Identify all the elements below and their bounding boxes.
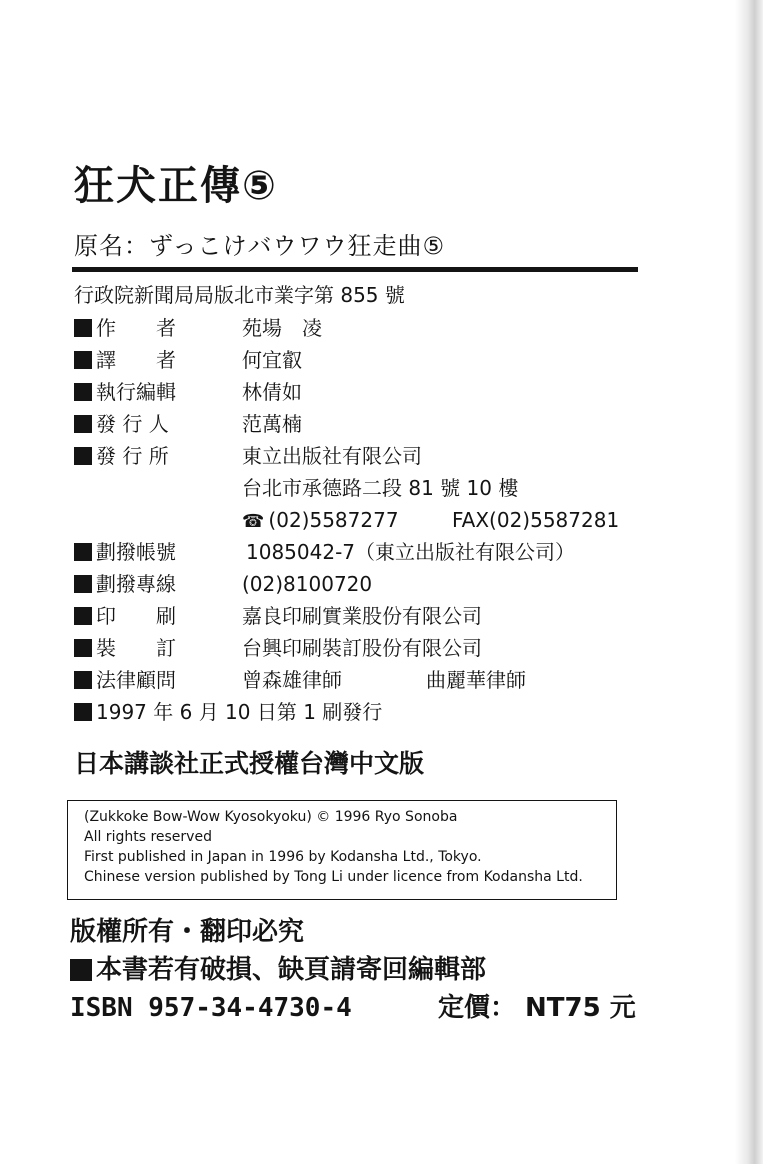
copyright-line: First published in Japan in 1996 by Kodansha Ltd., Tokyo. (84, 849, 482, 865)
address-row (74, 472, 634, 504)
credit-label: 譯 者 (96, 348, 176, 372)
credit-row-transfer-account (74, 536, 634, 568)
credit-value: 林倩如 (242, 380, 302, 404)
isbn: ISBN 957-34-4730-4 (70, 993, 352, 1023)
copyright-line: All rights reserved (84, 829, 212, 845)
black-square-icon (74, 351, 92, 369)
black-square-icon (74, 639, 92, 657)
credit-label: 印 刷 (96, 604, 176, 628)
credit-value: (02)8100720 (242, 572, 373, 596)
credit-value: 1085042-7（東立出版社有限公司） (246, 540, 576, 564)
black-square-icon (70, 959, 92, 981)
black-square-icon (74, 575, 92, 593)
credit-value: 台興印刷裝訂股份有限公司 (242, 636, 482, 660)
copyright-line: Chinese version published by Tong Li under licence from Kodansha Ltd. (84, 869, 583, 885)
black-square-icon (74, 543, 92, 561)
credit-value: 曾森雄律師 (242, 668, 342, 692)
price: 定價： NT75 元 (438, 993, 636, 1023)
publish-date-row (74, 696, 634, 728)
damaged-notice: 本書若有破損、缺頁請寄回編輯部 (96, 955, 487, 985)
copyright-box (67, 800, 617, 900)
phone-number: (02)5587277 (268, 508, 399, 532)
license-number: 行政院新聞局局版北市業字第 855 號 (74, 283, 405, 307)
credit-label: 作 者 (96, 316, 176, 340)
book-title: 狂犬正傳⑤ (74, 163, 278, 209)
black-square-icon (74, 607, 92, 625)
credit-row-translator (74, 344, 634, 376)
phone-icon: ☎ (242, 511, 265, 532)
credit-label: 法律顧問 (96, 668, 176, 692)
credit-row-transfer-line (74, 568, 634, 600)
damaged-notice-row (70, 952, 486, 988)
black-square-icon (74, 671, 92, 689)
credit-row-binding (74, 632, 634, 664)
title-divider (72, 267, 638, 272)
credit-row-legal (74, 664, 634, 696)
credit-value: 何宜叡 (242, 348, 302, 372)
credit-value: 范萬楠 (242, 412, 302, 436)
black-square-icon (74, 447, 92, 465)
credit-label: 裝 訂 (96, 636, 176, 660)
black-square-icon (74, 703, 92, 721)
copyright-line: (Zukkoke Bow-Wow Kyosokyoku) © 1996 Ryo Sonoba (84, 809, 458, 825)
credit-row-printing (74, 600, 634, 632)
credit-label: 劃撥專線 (96, 572, 176, 596)
credit-label: 發 行 人 (96, 412, 169, 436)
rights-reserved: 版權所有・翻印必究 (70, 917, 305, 947)
credit-value: 苑場 凌 (242, 316, 322, 340)
authorization-notice: 日本講談社正式授權台灣中文版 (74, 749, 425, 778)
credit-label: 劃撥帳號 (96, 540, 176, 564)
black-square-icon (74, 383, 92, 401)
fax-number: FAX(02)5587281 (452, 508, 620, 532)
credit-label: 執行編輯 (96, 380, 176, 404)
credit-value-secondary: 曲麗華律師 (426, 668, 526, 692)
original-title: 原名：ずっこけバウワウ狂走曲⑤ (74, 232, 446, 260)
credit-row-publishing-house (74, 440, 634, 472)
contact-row (74, 504, 634, 536)
address: 台北市承德路二段 81 號 10 樓 (242, 476, 519, 500)
credit-value: 嘉良印刷實業股份有限公司 (242, 604, 482, 628)
credit-value: 東立出版社有限公司 (242, 444, 422, 468)
page-edge-shadow (735, 0, 763, 1164)
black-square-icon (74, 415, 92, 433)
black-square-icon (74, 319, 92, 337)
credit-label: 發 行 所 (96, 444, 169, 468)
credit-row-author (74, 312, 634, 344)
credit-row-publisher (74, 408, 634, 440)
publish-date: 1997 年 6 月 10 日第 1 刷發行 (96, 700, 383, 724)
credit-row-editor (74, 376, 634, 408)
